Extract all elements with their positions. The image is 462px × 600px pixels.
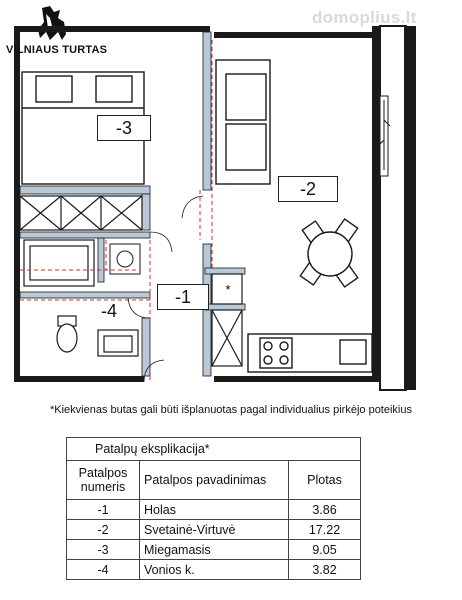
logo-text: VILNIAUS TURTAS (6, 44, 108, 56)
disclaimer-note: *Kiekvienas butas gali būti išplanuotas pagal individualius pirkėjo poteikius (49, 404, 412, 416)
row-area: 17.22 (289, 520, 361, 540)
header-area: Plotas (289, 461, 361, 500)
row-number: -1 (67, 500, 140, 520)
room-label-1: -1 (157, 284, 209, 310)
sofa-icon (216, 60, 270, 184)
watermark: domoplius.lt (312, 8, 417, 27)
table-row (67, 540, 361, 560)
table-caption: Patalpų eksplikacija* (67, 438, 361, 461)
row-area: 3.82 (289, 560, 361, 580)
table-row (67, 500, 361, 520)
row-name: Svetainė-Virtuvė (140, 520, 289, 540)
exterior-balcony (380, 26, 406, 390)
table-row (67, 520, 361, 540)
row-area: 9.05 (289, 540, 361, 560)
room-label-4: -4 (94, 301, 124, 321)
logo-icon (38, 6, 66, 40)
row-name: Holas (140, 500, 289, 520)
kitchen-counter (248, 334, 372, 372)
room-label-2: -2 (278, 176, 338, 202)
row-area: 3.86 (289, 500, 361, 520)
row-name: Miegamasis (140, 540, 289, 560)
dining-table-icon (300, 219, 357, 287)
room-label-3: -3 (97, 115, 151, 141)
row-name: Vonios k. (140, 560, 289, 580)
wardrobe-icon (20, 196, 142, 230)
row-number: -2 (67, 520, 140, 540)
asterisk-symbol: * (225, 282, 231, 297)
room-explication-table (66, 437, 361, 580)
toilet-icon (57, 316, 77, 352)
shower-icon (24, 240, 94, 286)
row-number: -4 (67, 560, 140, 580)
row-number: -3 (67, 540, 140, 560)
sink-icon (98, 330, 138, 356)
header-room-number: Patalpos numeris (67, 461, 140, 500)
header-room-name: Patalpos pavadinimas (140, 461, 289, 500)
table-header-row (67, 461, 361, 500)
table-row (67, 560, 361, 580)
